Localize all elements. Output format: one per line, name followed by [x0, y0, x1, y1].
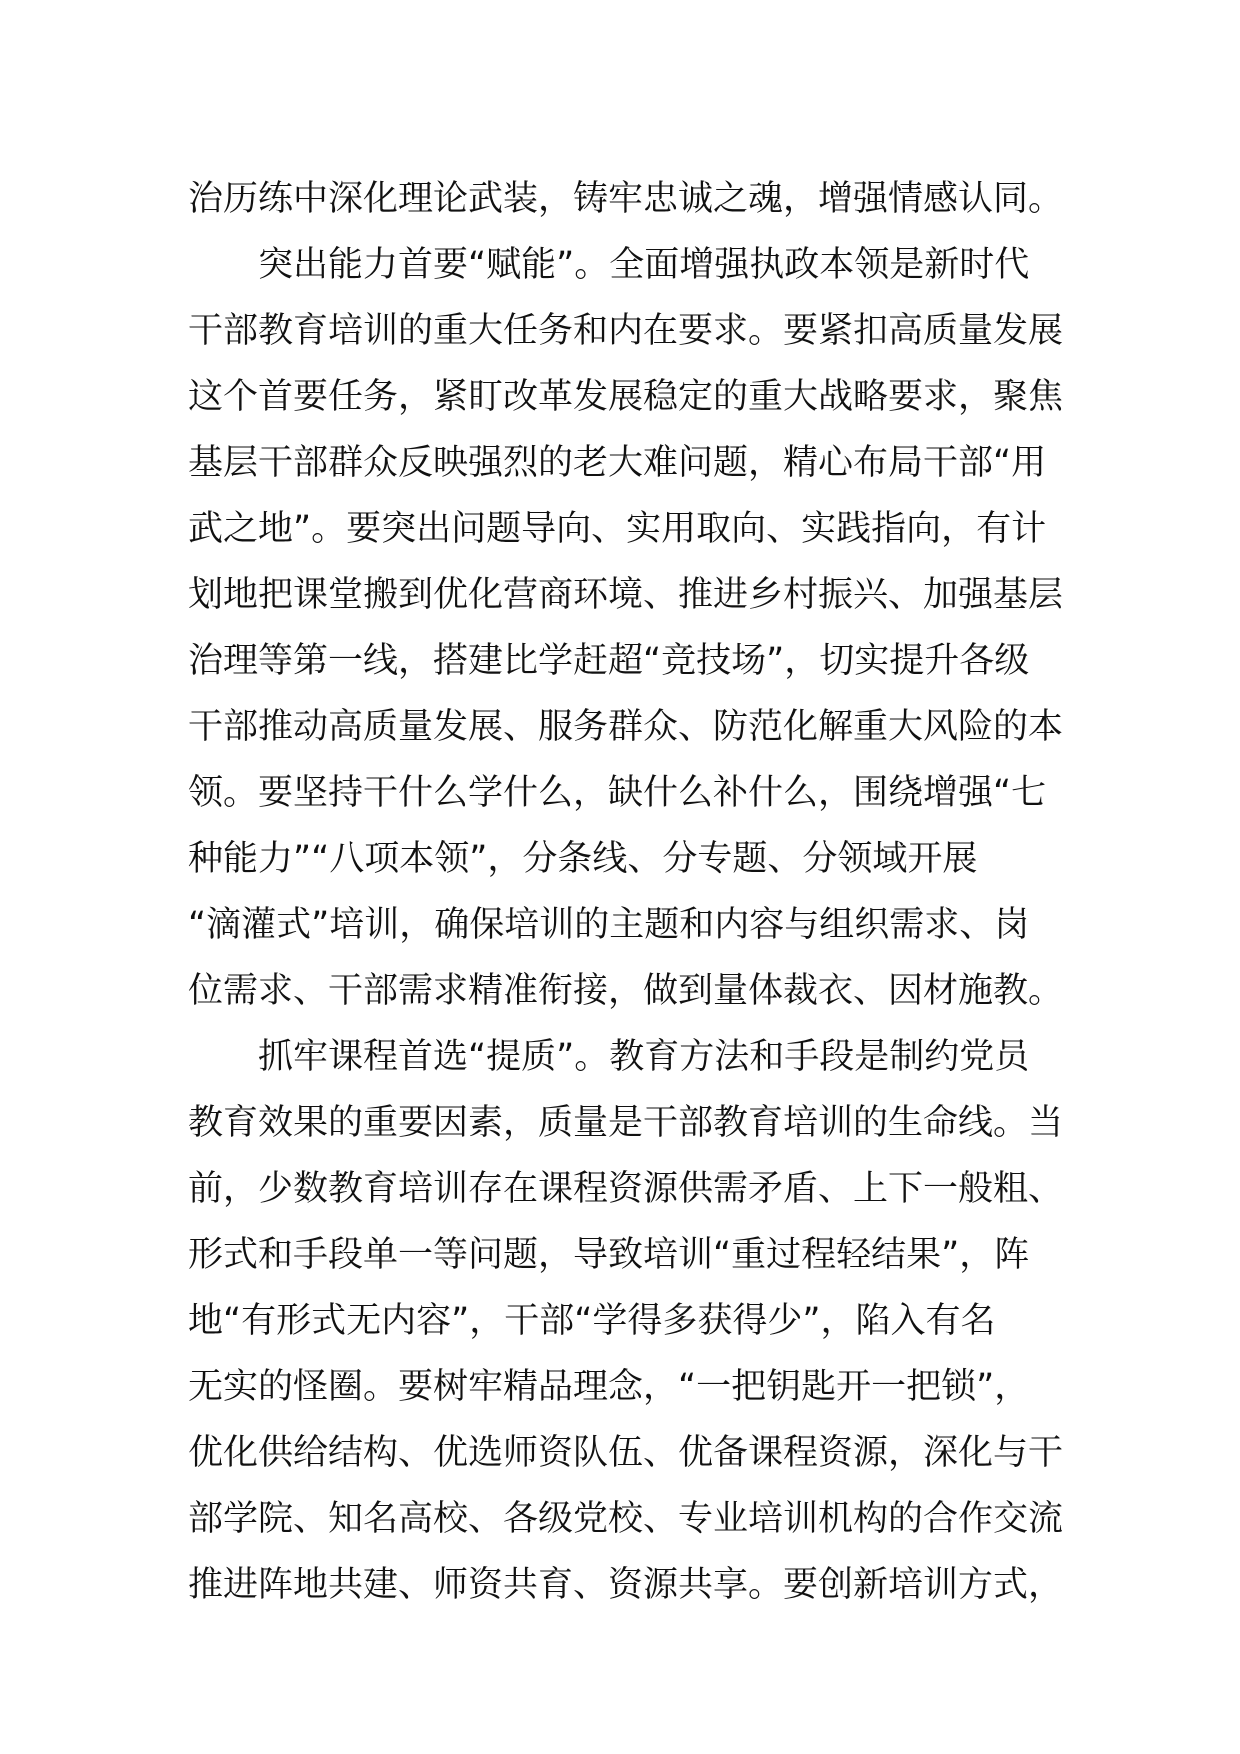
text-line: 无实的怪圈。要树牢精品理念，“一把钥匙开一把锁”，	[188, 1367, 1030, 1407]
text-line: 基层干部群众反映强烈的老大难问题，精心布局干部“用	[188, 443, 1047, 483]
text-line: 干部教育培训的重大任务和内在要求。要紧扣高质量发展	[188, 311, 1064, 351]
text-line: 地“有形式无内容”，干部“学得多获得少”，陷入有名	[188, 1301, 996, 1341]
text-line: 治理等第一线，搭建比学赶超“竞技场”，切实提升各级	[188, 641, 1030, 681]
text-line: 种能力”“八项本领”，分条线、分专题、分领域开展	[188, 839, 978, 879]
text-line: 划地把课堂搬到优化营商环境、推进乡村振兴、加强基层	[188, 575, 1064, 615]
body-text	[188, 166, 1068, 1618]
paragraph-first-line: 抓牢课程首选“提质”。教育方法和手段是制约党员	[258, 1037, 1030, 1077]
paragraph-first-line: 突出能力首要“赋能”。全面增强执政本领是新时代	[258, 245, 1030, 285]
text-line: 位需求、干部需求精准衔接，做到量体裁衣、因材施教。	[188, 971, 1064, 1011]
text-line: “滴灌式”培训，确保培训的主题和内容与组织需求、岗	[188, 905, 1030, 945]
text-line: 干部推动高质量发展、服务群众、防范化解重大风险的本	[188, 707, 1064, 747]
text-line: 领。要坚持干什么学什么，缺什么补什么，围绕增强“七	[188, 773, 1047, 813]
text-line: 部学院、知名高校、各级党校、专业培训机构的合作交流	[188, 1499, 1064, 1539]
text-line: 形式和手段单一等问题，导致培训“重过程轻结果”，阵	[188, 1235, 1030, 1275]
text-line: 优化供给结构、优选师资队伍、优备课程资源，深化与干	[188, 1433, 1064, 1473]
text-line: 教育效果的重要因素，质量是干部教育培训的生命线。当	[188, 1103, 1064, 1143]
text-line: 推进阵地共建、师资共育、资源共享。要创新培训方式，	[188, 1565, 1064, 1605]
text-line: 这个首要任务，紧盯改革发展稳定的重大战略要求，聚焦	[188, 377, 1064, 417]
text-line: 前，少数教育培训存在课程资源供需矛盾、上下一般粗、	[188, 1169, 1064, 1209]
text-line: 武之地”。要突出问题导向、实用取向、实践指向，有计	[188, 509, 1047, 549]
text-line: 治历练中深化理论武装，铸牢忠诚之魂，增强情感认同。	[188, 179, 1064, 219]
